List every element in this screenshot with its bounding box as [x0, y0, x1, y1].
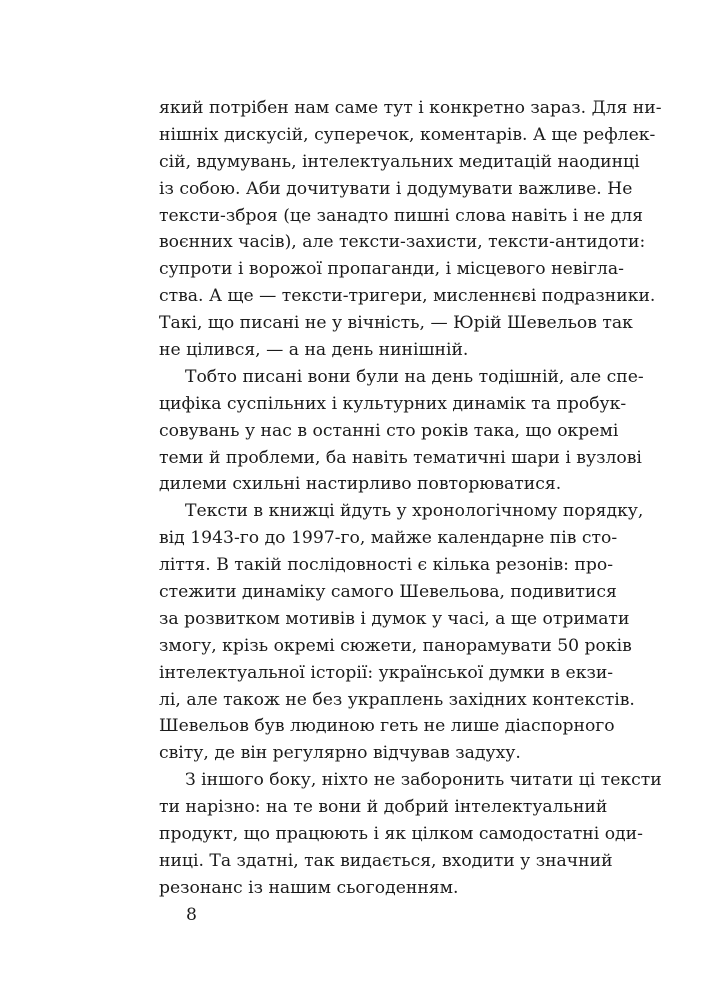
text-line: теми й проблеми, ба навіть тематичні шари і вузлові — [159, 447, 642, 468]
text-line: ти нарізно: на те вони й добрий інтелектуальний — [159, 797, 608, 818]
text-line: лі, але також не без украплень західних контекстів. — [159, 689, 635, 710]
paragraph — [159, 498, 644, 767]
text-line: із собою. Аби дочитувати і додумувати важливе. Не — [159, 178, 633, 199]
text-line: світу, де він регулярно відчував задуху. — [159, 743, 521, 764]
body-text — [159, 95, 662, 902]
text-line: резонанс із нашим сьогоденням. — [159, 877, 459, 898]
text-line: ства. А ще — тексти-тригери, мисленнєві подразники. — [159, 286, 656, 307]
text-line: Тексти в книжці йдуть у хронологічному порядку, — [185, 501, 644, 522]
page-number: 8 — [186, 905, 197, 925]
text-line: нішніх дискусій, суперечок, коментарів. А ще рефлек- — [159, 124, 656, 145]
text-line: продукт, що працюють і як цілком самодостатні оди- — [159, 824, 643, 845]
text-line: Тобто писані вони були на день тодішній, але спе- — [185, 366, 644, 387]
text-line: змогу, крізь окремі сюжети, панорамувати 50 років — [159, 635, 632, 656]
paragraph — [159, 767, 662, 901]
text-line: не цілився, — а на день нинішній. — [159, 340, 469, 361]
text-line: супроти і ворожої пропаганди, і місцевого невігла- — [159, 259, 624, 280]
paragraph — [159, 95, 662, 364]
paragraph — [159, 364, 644, 498]
text-line: З іншого боку, ніхто не заборонить читати ці тексти — [185, 770, 662, 791]
text-line: за розвитком мотивів і думок у часі, а ще отримати — [159, 608, 630, 629]
text-line: сій, вдумувань, інтелектуальних медитацій наодинці — [159, 151, 640, 172]
text-line: ниці. Та здатні, так видається, входити у значний — [159, 850, 613, 871]
text-line: ліття. В такій послідовності є кілька резонів: про- — [159, 555, 614, 576]
text-line: Такі, що писані не у вічність, — Юрій Шевельов так — [159, 313, 633, 334]
text-line: цифіка суспільних і культурних динамік та пробук- — [159, 393, 627, 414]
text-line: інтелектуальної історії: української думки в екзи- — [159, 662, 614, 683]
text-line: тексти-зброя (це занадто пишні слова навіть і не для — [159, 205, 644, 226]
text-line: який потрібен нам саме тут і конкретно зараз. Для ни- — [159, 98, 662, 118]
text-line: від 1943-го до 1997-го, майже календарне пів сто- — [159, 528, 618, 549]
text-line: совувань у нас в останні сто років така, що окремі — [159, 420, 619, 441]
text-line: дилеми схильні настирливо повторюватися. — [159, 474, 562, 495]
text-line: воєнних часів), але тексти-захисти, тексти-антидоти: — [159, 232, 646, 253]
text-line: Шевельов був людиною геть не лише діаспорного — [159, 716, 615, 737]
text-line: стежити динаміку самого Шевельова, подивитися — [159, 582, 617, 603]
